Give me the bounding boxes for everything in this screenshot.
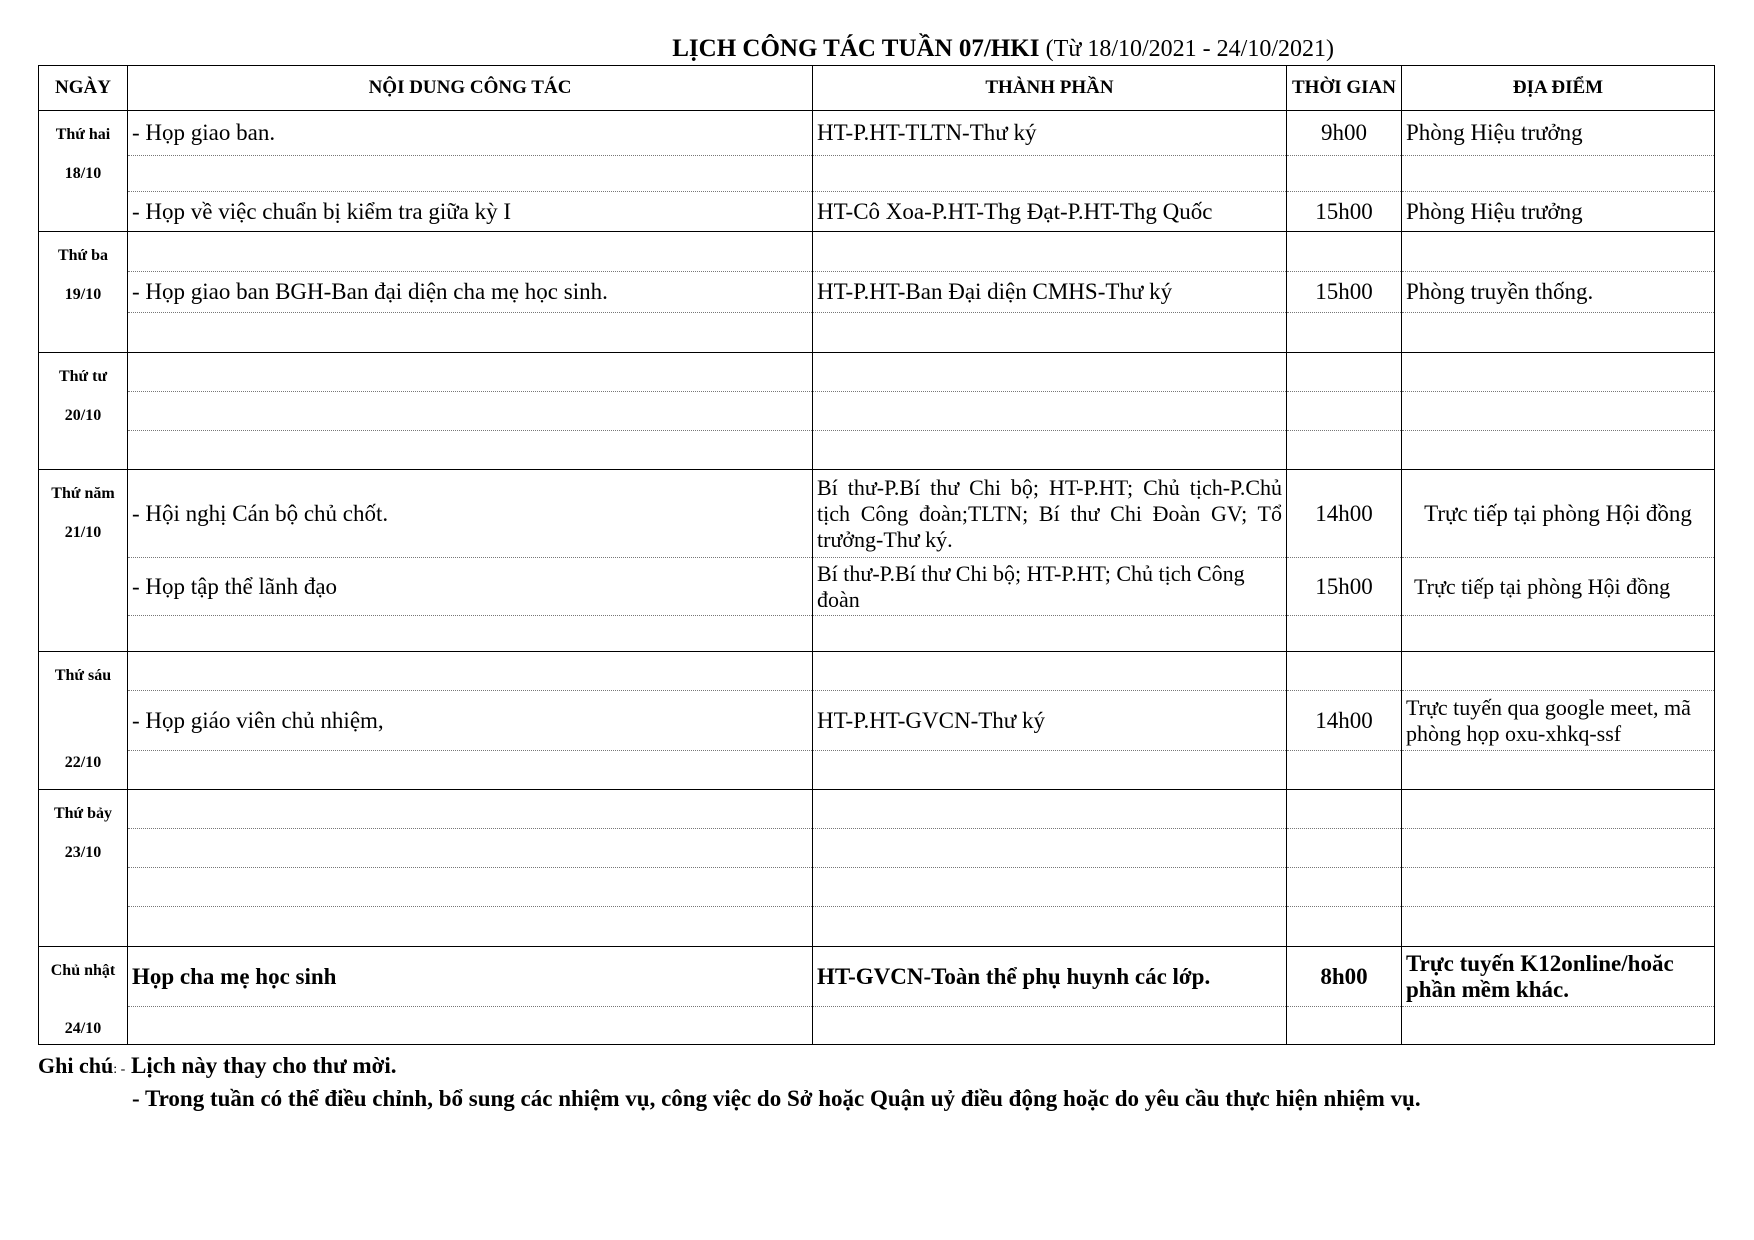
- table-row: [39, 790, 1715, 829]
- day-cell-wednesday: [39, 353, 128, 470]
- day-cell-tuesday: [39, 232, 128, 353]
- content-cell: - Hội nghị Cán bộ chủ chốt.: [128, 470, 813, 558]
- day-name: Thứ ba: [57, 247, 109, 264]
- table-row: [39, 232, 1715, 272]
- content-cell: Họp cha mẹ học sinh: [128, 947, 813, 1007]
- title-date-range: (Từ 18/10/2021 - 24/10/2021): [1045, 36, 1334, 62]
- content-cell: [128, 907, 813, 947]
- participants-cell: [813, 616, 1287, 652]
- day-date: 23/10: [64, 844, 102, 861]
- day-date: 20/10: [64, 407, 102, 424]
- place-cell: Phòng truyền thống.: [1402, 272, 1715, 313]
- participants-cell: Bí thư-P.Bí thư Chi bộ; HT-P.HT; Chủ tịch-P.Chủ tịch Công đoàn;TLTN; Bí thư Chi Đoàn GV; Tổ trưởng-Thư ký.: [813, 470, 1287, 558]
- time-cell: 9h00: [1287, 111, 1402, 156]
- participants-cell: HT-P.HT-TLTN-Thư ký: [813, 111, 1287, 156]
- note-text-1: Lịch này thay cho thư mời.: [131, 1053, 397, 1078]
- participants-cell: [813, 1007, 1287, 1045]
- content-cell: - Họp giao ban.: [128, 111, 813, 156]
- day-date: 22/10: [64, 754, 102, 771]
- content-cell: - Họp giáo viên chủ nhiệm,: [128, 691, 813, 751]
- participants-cell: HT-GVCN-Toàn thể phụ huynh các lớp.: [813, 947, 1287, 1007]
- header-place: ĐỊA ĐIỂM: [1402, 66, 1715, 111]
- participants-cell: [813, 156, 1287, 192]
- content-cell: [128, 616, 813, 652]
- page-title: [0, 34, 1334, 64]
- table-row: [39, 313, 1715, 353]
- header-content: NỘI DUNG CÔNG TÁC: [128, 66, 813, 111]
- place-cell: Phòng Hiệu trưởng: [1402, 111, 1715, 156]
- table-row: [39, 652, 1715, 691]
- participants-cell: [813, 829, 1287, 868]
- time-cell: [1287, 616, 1402, 652]
- day-cell-monday: [39, 111, 128, 232]
- time-cell: 14h00: [1287, 691, 1402, 751]
- note-label: Ghi chú: [38, 1053, 114, 1078]
- day-cell-thursday: [39, 470, 128, 652]
- place-cell: [1402, 232, 1715, 272]
- place-cell: [1402, 616, 1715, 652]
- title-main: LỊCH CÔNG TÁC TUẦN 07/HKI: [672, 35, 1040, 62]
- table-row: [39, 947, 1715, 1007]
- content-cell: [128, 392, 813, 431]
- content-cell: - Họp tập thể lãnh đạo: [128, 558, 813, 616]
- place-cell: [1402, 790, 1715, 829]
- note-line-1: [38, 1052, 397, 1084]
- participants-cell: [813, 431, 1287, 470]
- participants-cell: [813, 868, 1287, 907]
- participants-cell: [813, 907, 1287, 947]
- table-row: [39, 111, 1715, 156]
- place-cell: Trực tiếp tại phòng Hội đồng: [1402, 558, 1715, 616]
- participants-cell: Bí thư-P.Bí thư Chi bộ; HT-P.HT; Chủ tịch Công đoàn: [813, 558, 1287, 616]
- time-cell: 15h00: [1287, 272, 1402, 313]
- table-row: [39, 431, 1715, 470]
- time-cell: [1287, 156, 1402, 192]
- time-cell: [1287, 431, 1402, 470]
- place-cell: [1402, 652, 1715, 691]
- content-cell: [128, 313, 813, 353]
- time-cell: [1287, 790, 1402, 829]
- note-separator: : -: [113, 1062, 126, 1077]
- content-cell: - Họp về việc chuẩn bị kiểm tra giữa kỳ I: [128, 192, 813, 232]
- content-cell: [128, 431, 813, 470]
- time-cell: [1287, 868, 1402, 907]
- time-cell: 15h00: [1287, 192, 1402, 232]
- note-line-2: [132, 1085, 1421, 1113]
- place-cell: Trực tuyến qua google meet, mã phòng họp oxu-xhkq-ssf: [1402, 691, 1715, 751]
- place-cell: [1402, 392, 1715, 431]
- table-row: [39, 616, 1715, 652]
- schedule-table: [38, 65, 1715, 1045]
- note-text-2: - Trong tuần có thể điều chỉnh, bổ sung các nhiệm vụ, công việc do Sở hoặc Quận uỷ điều động hoặc do yêu cầu thực hiện nhiệm vụ.: [132, 1086, 1421, 1111]
- table-row: [39, 558, 1715, 616]
- content-cell: [128, 829, 813, 868]
- day-name: Thứ sáu: [54, 667, 112, 684]
- place-cell: [1402, 156, 1715, 192]
- place-cell: [1402, 1007, 1715, 1045]
- participants-cell: HT-P.HT-Ban Đại diện CMHS-Thư ký: [813, 272, 1287, 313]
- table-row: [39, 1007, 1715, 1045]
- place-cell: [1402, 907, 1715, 947]
- day-date: 18/10: [64, 165, 102, 182]
- participants-cell: HT-Cô Xoa-P.HT-Thg Đạt-P.HT-Thg Quốc: [813, 192, 1287, 232]
- place-cell: [1402, 431, 1715, 470]
- time-cell: [1287, 751, 1402, 790]
- time-cell: [1287, 313, 1402, 353]
- table-row: [39, 272, 1715, 313]
- header-row: [39, 66, 1715, 111]
- table-row: [39, 353, 1715, 392]
- content-cell: [128, 1007, 813, 1045]
- content-cell: - Họp giao ban BGH-Ban đại diện cha mẹ học sinh.: [128, 272, 813, 313]
- day-cell-sunday: [39, 947, 128, 1045]
- participants-cell: [813, 232, 1287, 272]
- participants-cell: HT-P.HT-GVCN-Thư ký: [813, 691, 1287, 751]
- place-cell: [1402, 829, 1715, 868]
- time-cell: [1287, 829, 1402, 868]
- time-cell: 15h00: [1287, 558, 1402, 616]
- time-cell: [1287, 232, 1402, 272]
- day-name: Thứ tư: [58, 368, 108, 385]
- day-cell-saturday: [39, 790, 128, 947]
- content-cell: [128, 652, 813, 691]
- table-row: [39, 392, 1715, 431]
- day-name: Thứ năm: [51, 485, 115, 502]
- content-cell: [128, 751, 813, 790]
- time-cell: 8h00: [1287, 947, 1402, 1007]
- header-participants: THÀNH PHẦN: [813, 66, 1287, 111]
- table-row: [39, 829, 1715, 868]
- participants-cell: [813, 313, 1287, 353]
- place-cell: Trực tuyến K12online/hoăc phần mềm khác.: [1402, 947, 1715, 1007]
- day-date: 24/10: [64, 1020, 102, 1037]
- place-cell: [1402, 353, 1715, 392]
- table-row: [39, 868, 1715, 907]
- time-cell: [1287, 353, 1402, 392]
- day-name: Thứ hai: [55, 126, 111, 143]
- header-time: THỜI GIAN: [1287, 66, 1402, 111]
- place-cell: [1402, 751, 1715, 790]
- day-cell-friday: [39, 652, 128, 790]
- content-cell: [128, 868, 813, 907]
- table-row: [39, 192, 1715, 232]
- content-cell: [128, 232, 813, 272]
- day-name: Chủ nhật: [50, 962, 116, 979]
- day-date: 19/10: [64, 286, 102, 303]
- place-cell: [1402, 313, 1715, 353]
- time-cell: 14h00: [1287, 470, 1402, 558]
- participants-cell: [813, 790, 1287, 829]
- participants-cell: [813, 652, 1287, 691]
- header-day: NGÀY: [39, 66, 128, 111]
- content-cell: [128, 156, 813, 192]
- table-row: [39, 751, 1715, 790]
- time-cell: [1287, 1007, 1402, 1045]
- table-row: [39, 907, 1715, 947]
- participants-cell: [813, 353, 1287, 392]
- content-cell: [128, 353, 813, 392]
- table-row: [39, 156, 1715, 192]
- day-name: Thứ bảy: [53, 805, 113, 822]
- participants-cell: [813, 751, 1287, 790]
- content-cell: [128, 790, 813, 829]
- place-cell: Phòng Hiệu trưởng: [1402, 192, 1715, 232]
- time-cell: [1287, 907, 1402, 947]
- place-cell: [1402, 868, 1715, 907]
- table-row: [39, 470, 1715, 558]
- day-date: 21/10: [64, 524, 102, 541]
- place-cell: Trực tiếp tại phòng Hội đồng: [1402, 470, 1715, 558]
- time-cell: [1287, 392, 1402, 431]
- table-row: [39, 691, 1715, 751]
- participants-cell: [813, 392, 1287, 431]
- time-cell: [1287, 652, 1402, 691]
